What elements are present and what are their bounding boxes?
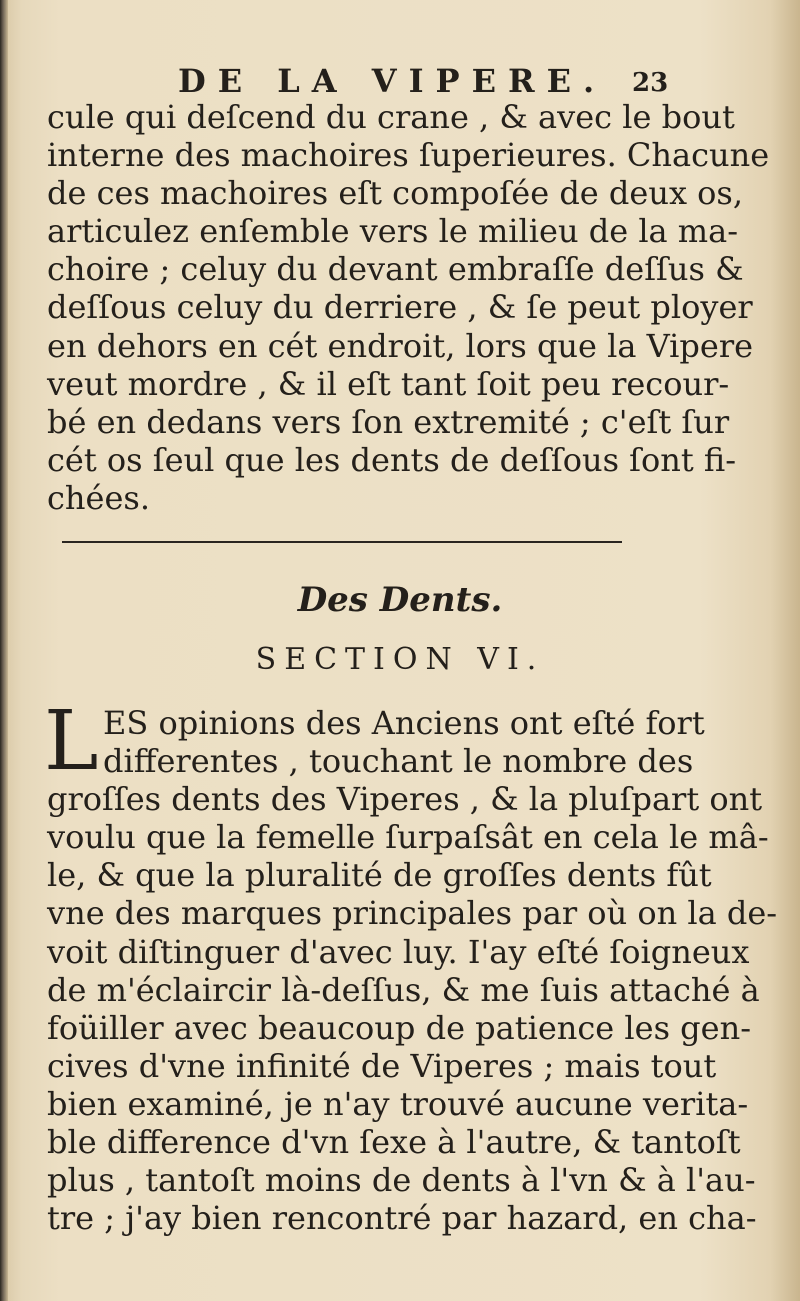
text-line: interne des machoires ſuperieures. Chacune xyxy=(47,136,770,175)
paragraph-section-six xyxy=(47,704,778,1238)
page-number: 23 xyxy=(632,68,669,98)
text-line: choire ; celuy du devant embraſſe deſſus & xyxy=(47,250,744,289)
text-line: tre ; j'ay bien rencontré par hazard, en cha- xyxy=(47,1199,757,1238)
section-divider-rule xyxy=(62,541,622,543)
text-line: bé en dedans vers ſon extremité ; c'eſt ſur xyxy=(47,402,730,441)
drop-cap: L xyxy=(44,694,99,789)
text-line: cét os ſeul que les dents de deſſous ſont fi- xyxy=(47,440,737,479)
text-line: voulu que la femelle ſurpaſsât en cela le mâ- xyxy=(47,818,769,857)
text-line: chées. xyxy=(47,478,150,517)
text-line: articulez enſemble vers le milieu de la ma- xyxy=(47,212,739,251)
section-number: SECTION VI. xyxy=(255,642,545,677)
text-line: deſſous celuy du derriere , & ſe peut ployer xyxy=(47,288,753,327)
text-line: plus , tantoſt moins de dents à l'vn & à l'au- xyxy=(47,1161,756,1200)
text-line: ble difference d'vn ſexe à l'autre, & tantoſt xyxy=(47,1123,741,1162)
text-line: cives d'vne infinité de Viperes ; mais tout xyxy=(47,1046,717,1085)
paragraph-continued xyxy=(47,98,770,517)
text-line: ES opinions des Anciens ont eſté fort xyxy=(103,704,705,742)
text-line: vne des marques principales par où on la de- xyxy=(47,894,778,933)
text-line: differentes , touchant le nombre des xyxy=(103,742,694,781)
text-line: foüiller avec beaucoup de patience les gen- xyxy=(47,1008,752,1047)
section-title: Des Dents. xyxy=(297,580,503,620)
text-line: bien examiné, je n'ay trouvé aucune verita- xyxy=(47,1084,749,1123)
text-line: de ces machoires eſt compoſée de deux os, xyxy=(47,174,744,213)
text-line: le, & que la pluralité de groſſes dents fût xyxy=(47,856,712,895)
text-line: groſſes dents des Viperes , & la pluſpart ont xyxy=(47,780,763,819)
text-line: cule qui deſcend du crane , & avec le bout xyxy=(47,98,735,136)
text-line: en dehors en cét endroit, lors que la Vipere xyxy=(47,326,754,365)
running-head: DE LA VIPERE. xyxy=(178,62,607,100)
text-line: de m'éclaircir là-deſſus, & me ſuis attaché à xyxy=(47,970,760,1009)
text-line: voit diſtinguer d'avec luy. I'ay eſté ſoigneux xyxy=(47,932,750,971)
text-line: veut mordre , & il eſt tant ſoit peu recour- xyxy=(47,364,730,403)
